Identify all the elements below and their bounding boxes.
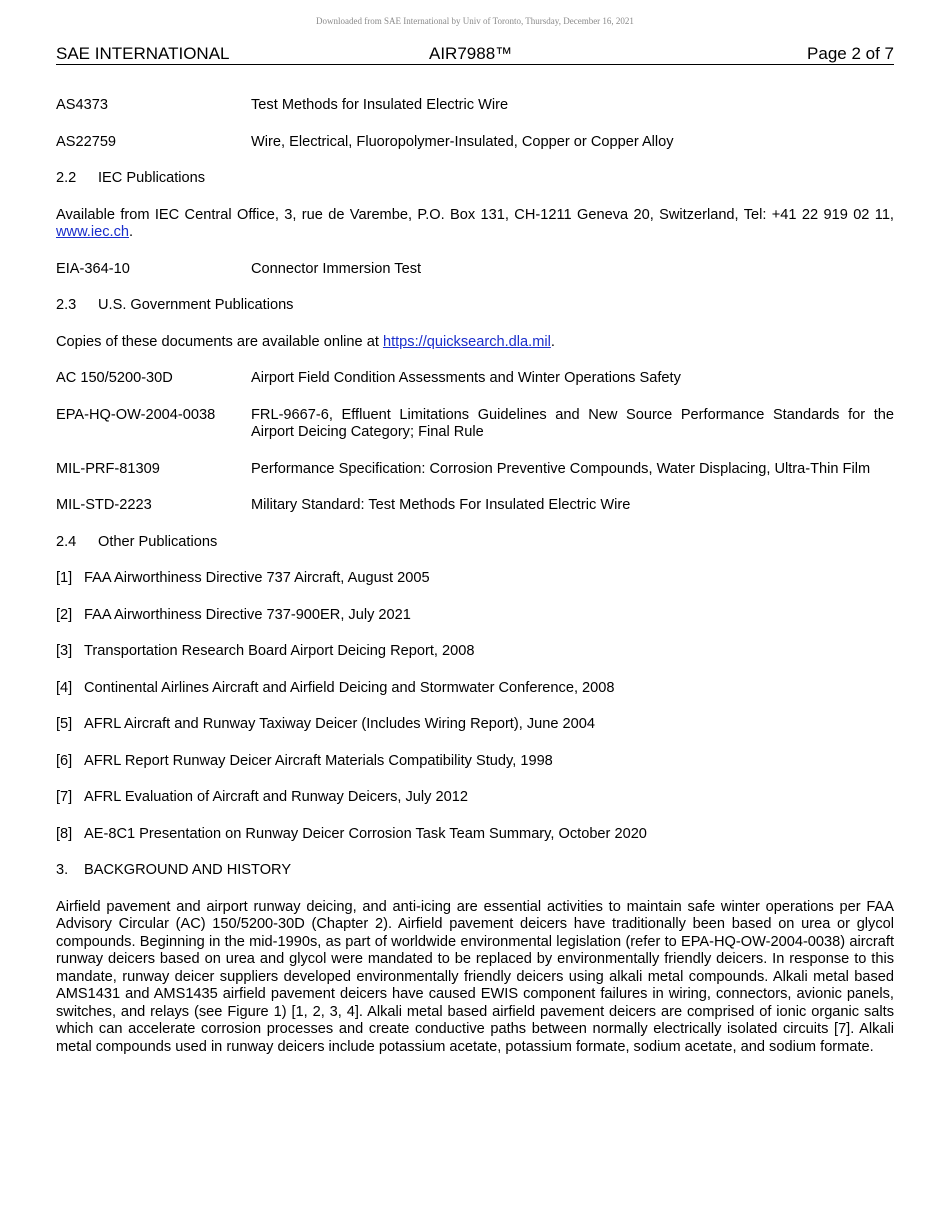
ref-code: EIA-364-10 — [56, 260, 130, 277]
ref-code: AS22759 — [56, 133, 117, 150]
header-org: SAE INTERNATIONAL — [56, 44, 230, 63]
other-ref-item — [56, 716, 894, 734]
other-ref-item — [56, 753, 894, 771]
section-2-2-heading — [56, 170, 894, 188]
ref-row-epa — [56, 407, 894, 442]
iec-availability-text: Available from IEC Central Office, 3, rue de Varembe, P.O. Box 131, CH-1211 Geneva 20, Switzerland, Tel: +41 22 919 02 11, — [56, 206, 894, 223]
ref-row-mil-prf-81309 — [56, 461, 894, 479]
other-ref-item — [56, 643, 894, 661]
section-3-heading — [56, 862, 894, 880]
ref-number: [7] — [56, 789, 73, 805]
ref-number: [3] — [56, 643, 73, 659]
ref-text: FAA Airworthiness Directive 737 Aircraft, August 2005 — [84, 570, 430, 586]
background-paragraph: Airfield pavement and airport runway deicing, and anti-icing are essential activities to maintain safe winter operations per FAA Advisory Circular (AC) 150/5200-30D (Chapter 2). Airfield pavement deicers have traditionally been based on urea or glycol compounds. Beginning in the mid-1990s, as part of worldwide environmental legislation (refer to EPA-HQ-OW-2004-0038) aircraft runway deicers based on urea and glycol were mandated to be replaced by environmentally friendly deicers. In response to this mandate, runway deicer suppliers developed environmentally friendly deicers using alkali metal compounds. Alkali metal based AMS1431 and AMS1435 airfield pavement deicers have caused EWIS component failures in wiring, connectors, avionic panels, switches, and relays (see Figure 1) [1, 2, 3, 4]. Alkali metal based airfield pavement deicers are comprised of ionic organic salts which can accelerate corrosion processes and create conductive paths between normally electrically isolated circuits [7]. Alkali metal compounds used in runway deicers include potassium acetate, potassium formate, sodium acetate, and sodium formate. — [56, 898, 894, 1055]
section-number: 3. — [56, 862, 69, 878]
ref-row-eia-364-10 — [56, 261, 894, 279]
ref-title: FRL-9667-6, Effluent Limitations Guidelines and New Source Performance Standards for the Airport Deicing Category; Final Rule — [251, 406, 894, 440]
ref-code: EPA-HQ-OW-2004-0038 — [56, 406, 216, 423]
ref-number: [4] — [56, 679, 73, 696]
ref-title: Connector Immersion Test — [251, 260, 422, 277]
usgov-availability-text: Copies of these documents are available online at — [56, 333, 383, 350]
other-ref-item — [56, 607, 894, 625]
page-header — [56, 44, 894, 65]
section-title: BACKGROUND AND HISTORY — [84, 862, 292, 878]
ref-text: AFRL Aircraft and Runway Taxiway Deicer (Includes Wiring Report), June 2004 — [84, 716, 596, 732]
ref-number: [1] — [56, 570, 73, 586]
ref-row-mil-std-2223 — [56, 497, 894, 515]
section-number: 2.4 — [56, 533, 77, 550]
ref-row-ac-150 — [56, 370, 894, 388]
other-ref-item — [56, 680, 894, 698]
section-number: 2.2 — [56, 170, 77, 186]
section-2-4-heading — [56, 534, 894, 552]
document-body — [56, 97, 894, 1075]
ref-text: AE-8C1 Presentation on Runway Deicer Corrosion Task Team Summary, October 2020 — [84, 825, 647, 842]
other-ref-item — [56, 826, 894, 844]
ref-title: Performance Specification: Corrosion Preventive Compounds, Water Displacing, Ultra-Thin Film — [251, 460, 871, 477]
ref-number: [8] — [56, 825, 73, 842]
section-title: U.S. Government Publications — [98, 297, 294, 313]
ref-code: AC 150/5200-30D — [56, 370, 173, 386]
quicksearch-link[interactable]: https://quicksearch.dla.mil — [382, 333, 551, 350]
ref-text: AFRL Report Runway Deicer Aircraft Materials Compatibility Study, 1998 — [84, 752, 553, 769]
ref-code: AS4373 — [56, 97, 108, 113]
ref-number: [2] — [56, 606, 73, 623]
ref-code: MIL-PRF-81309 — [56, 460, 160, 477]
ref-row-as22759 — [56, 134, 894, 152]
iec-availability: Available from IEC Central Office, 3, rue de Varembe, P.O. Box 131, CH-1211 Geneva 20, Switzerland, Tel: +41 22 919 02 11, www.iec.ch. — [56, 206, 894, 240]
section-title: IEC Publications — [98, 170, 206, 186]
ref-text: Transportation Research Board Airport Deicing Report, 2008 — [84, 643, 475, 659]
ref-text: AFRL Evaluation of Aircraft and Runway Deicers, July 2012 — [84, 789, 468, 805]
ref-code: MIL-STD-2223 — [56, 497, 152, 513]
section-2-3-heading — [56, 297, 894, 315]
ref-title: Airport Field Condition Assessments and Winter Operations Safety — [251, 370, 681, 386]
ref-title: Wire, Electrical, Fluoropolymer-Insulated, Copper or Copper Alloy — [251, 133, 674, 150]
usgov-availability: Copies of these documents are available online at https://quicksearch.dla.mil. — [56, 333, 555, 350]
header-page-number: Page 2 of 7 — [807, 44, 894, 63]
ref-text: Continental Airlines Aircraft and Airfield Deicing and Stormwater Conference, 2008 — [84, 679, 615, 696]
other-ref-item — [56, 570, 894, 588]
section-title: Other Publications — [98, 533, 218, 550]
iec-link[interactable]: www.iec.ch — [56, 224, 129, 240]
other-ref-item — [56, 789, 894, 807]
header-doc-id: AIR7988™ — [429, 44, 513, 63]
ref-title: Test Methods for Insulated Electric Wire — [251, 97, 509, 113]
ref-row-as4373 — [56, 97, 894, 115]
ref-number: [5] — [56, 716, 73, 732]
ref-title: Military Standard: Test Methods For Insulated Electric Wire — [251, 497, 631, 513]
ref-text: FAA Airworthiness Directive 737-900ER, July 2021 — [84, 606, 411, 623]
ref-number: [6] — [56, 752, 73, 769]
section-number: 2.3 — [56, 297, 77, 313]
download-watermark: Downloaded from SAE International by Univ of Toronto, Thursday, December 16, 2021 — [316, 16, 634, 26]
